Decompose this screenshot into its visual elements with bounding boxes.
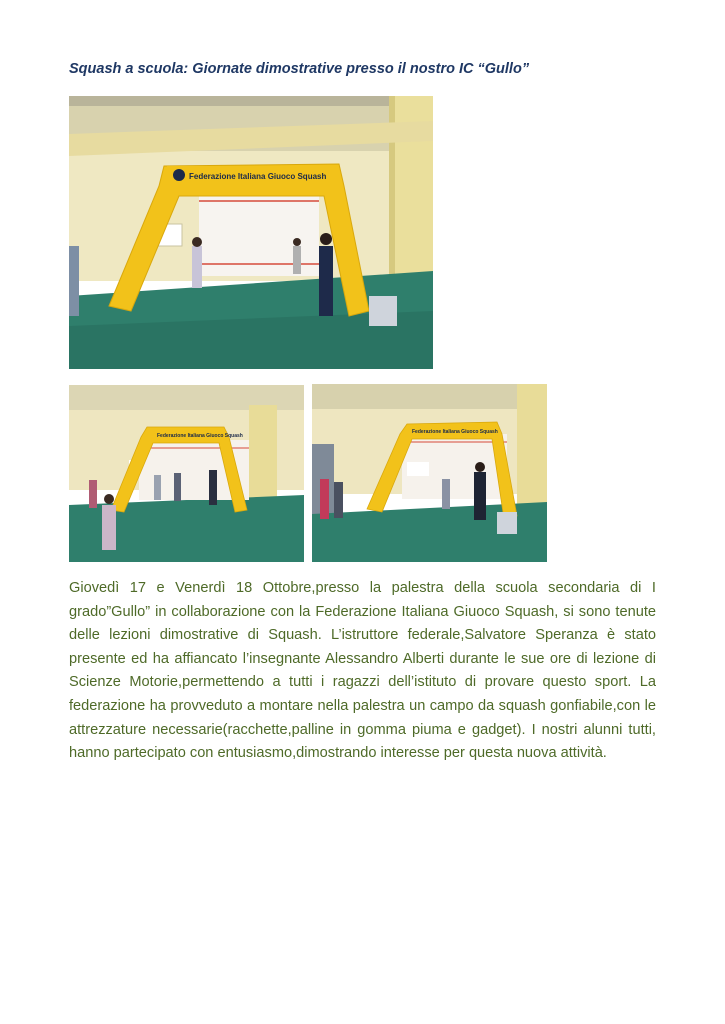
photo-inflatable-court-main xyxy=(69,96,433,369)
article-title: Squash a scuola: Giornate dimostrative presso il nostro IC “Gullo” xyxy=(69,61,530,77)
photo-inflatable-court-side xyxy=(312,384,547,562)
arch-banner-text: Federazione Italiana Giuoco Squash xyxy=(157,433,243,439)
arch-banner-text: Federazione Italiana Giuoco Squash xyxy=(412,429,498,435)
article-paragraph: Giovedì 17 e Venerdì 18 Ottobre,presso la palestra della scuola secondaria di I grado”Gullo” in collaborazione con la Federazione Italiana Giuoco Squash, si sono tenute delle lezioni dimostrative di Squash. L’istruttore federale,Salvatore Speranza è stato presente ed ha affiancato l’insegnante Alessandro Alberti durante le sue ore di lezione di Scienze Motorie,permettendo a tutti i ragazzi dell’istituto di provare questo sport. La federazione ha provveduto a montare nella palestra un campo da squash gonfiabile,con le attrezzature necessarie(racchette,palline in gomma piuma e gadget). I nostri alunni tutti, hanno partecipato con entusiasmo,dimostrando interesse per questa nuova attività. xyxy=(69,580,656,762)
photo-inflatable-court-wide xyxy=(69,385,304,562)
arch-banner-text: Federazione Italiana Giuoco Squash xyxy=(189,172,327,181)
